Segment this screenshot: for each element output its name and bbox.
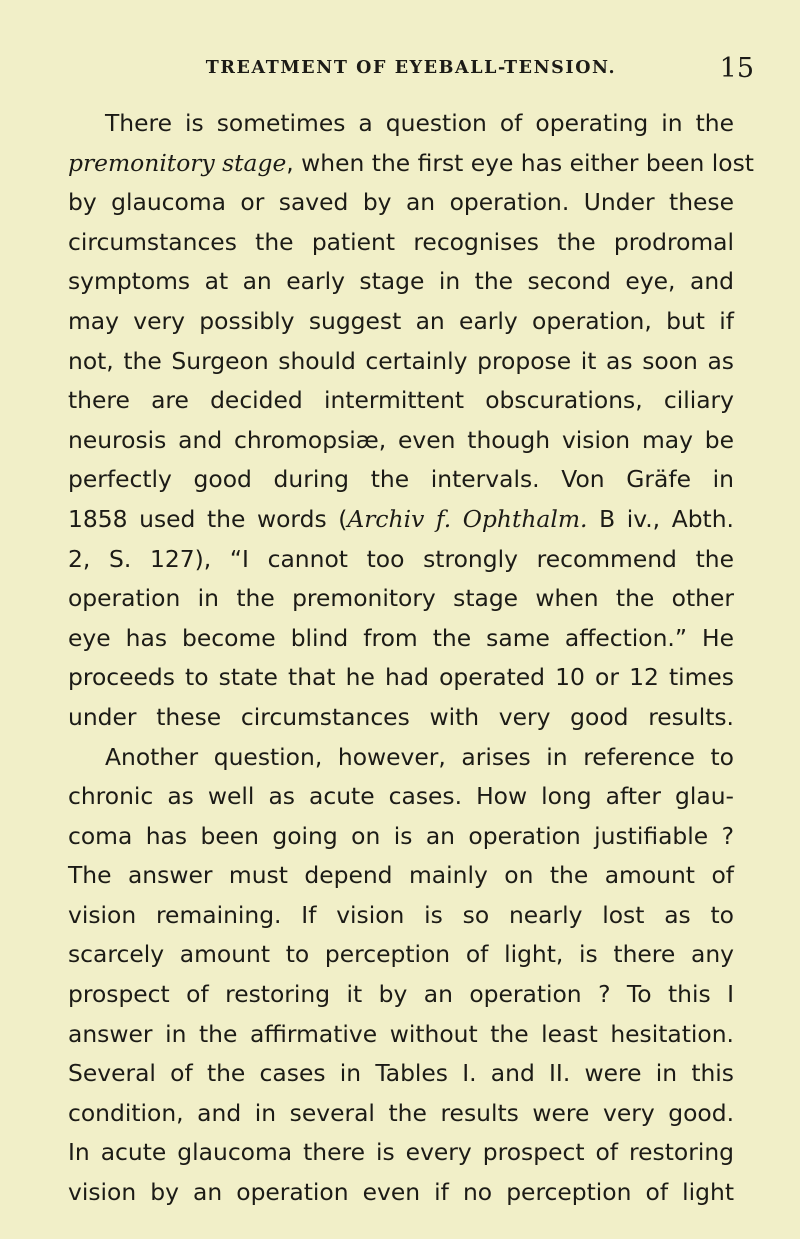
text-line: answer in the affirmative without the least hesitation. xyxy=(68,1019,734,1048)
italic-term: premonitory stage xyxy=(68,148,287,177)
text-line-with-italic xyxy=(68,144,754,184)
text-line: condition, and in several the results were very good. xyxy=(68,1098,734,1127)
text-line: proceeds to state that he had operated 10 or 12 times xyxy=(68,663,734,692)
text-line: Another question, however, arises in reference to xyxy=(105,742,734,771)
text-line: vision by an operation even if no perception of light xyxy=(68,1178,734,1207)
text-line: vision remaining. If vision is so nearly lost as to xyxy=(68,900,734,929)
text-line: scarcely amount to perception of light, is there any xyxy=(68,940,734,969)
text-line: Several of the cases in Tables I. and II. were in this xyxy=(68,1059,734,1088)
text-line-rest: , when the first eye has either been lost xyxy=(286,148,754,177)
text-line: The answer must depend mainly on the amount of xyxy=(68,861,734,890)
page-header xyxy=(68,53,754,88)
text-line-rest: B iv., Abth. xyxy=(587,504,734,533)
text-line: symptoms at an early stage in the second eye, and xyxy=(68,267,734,296)
text-line: there are decided intermittent obscurations, ciliary xyxy=(68,386,734,415)
text-line: eye has become blind from the same affection.” He xyxy=(68,623,734,652)
italic-citation: Archiv f. Ophthalm. xyxy=(347,504,588,533)
page-number: 15 xyxy=(719,53,754,84)
text-line: 2, S. 127), “I cannot too strongly recommend the xyxy=(68,544,734,573)
text-line: neurosis and chromopsiæ, even though vision may be xyxy=(68,425,734,454)
text-line: operation in the premonitory stage when the other xyxy=(68,584,734,613)
text-line: under these circumstances with very good results. xyxy=(68,702,734,731)
text-line: may very possibly suggest an early operation, but if xyxy=(68,306,734,335)
text-line: chronic as well as acute cases. How long after glau- xyxy=(68,782,734,811)
text-line: circumstances the patient recognises the prodromal xyxy=(68,227,734,256)
running-title: TREATMENT OF EYEBALL-TENSION. xyxy=(205,58,617,78)
text-line: perfectly good during the intervals. Von Gräfe in xyxy=(68,465,734,494)
body-text xyxy=(68,104,754,1213)
text-line: not, the Surgeon should certainly propose it as soon as xyxy=(68,346,734,375)
text-line: by glaucoma or saved by an operation. Under these xyxy=(68,188,734,217)
text-line: In acute glaucoma there is every prospect of restoring xyxy=(68,1138,734,1167)
text-line: There is sometimes a question of operating in the xyxy=(105,109,734,137)
text-line-with-italic xyxy=(68,500,734,540)
text-line: prospect of restoring it by an operation ? To this I xyxy=(68,980,734,1009)
text-line-start: 1858 used the words ( xyxy=(68,504,348,533)
text-line: coma has been going on is an operation justifiable ? xyxy=(68,821,734,850)
